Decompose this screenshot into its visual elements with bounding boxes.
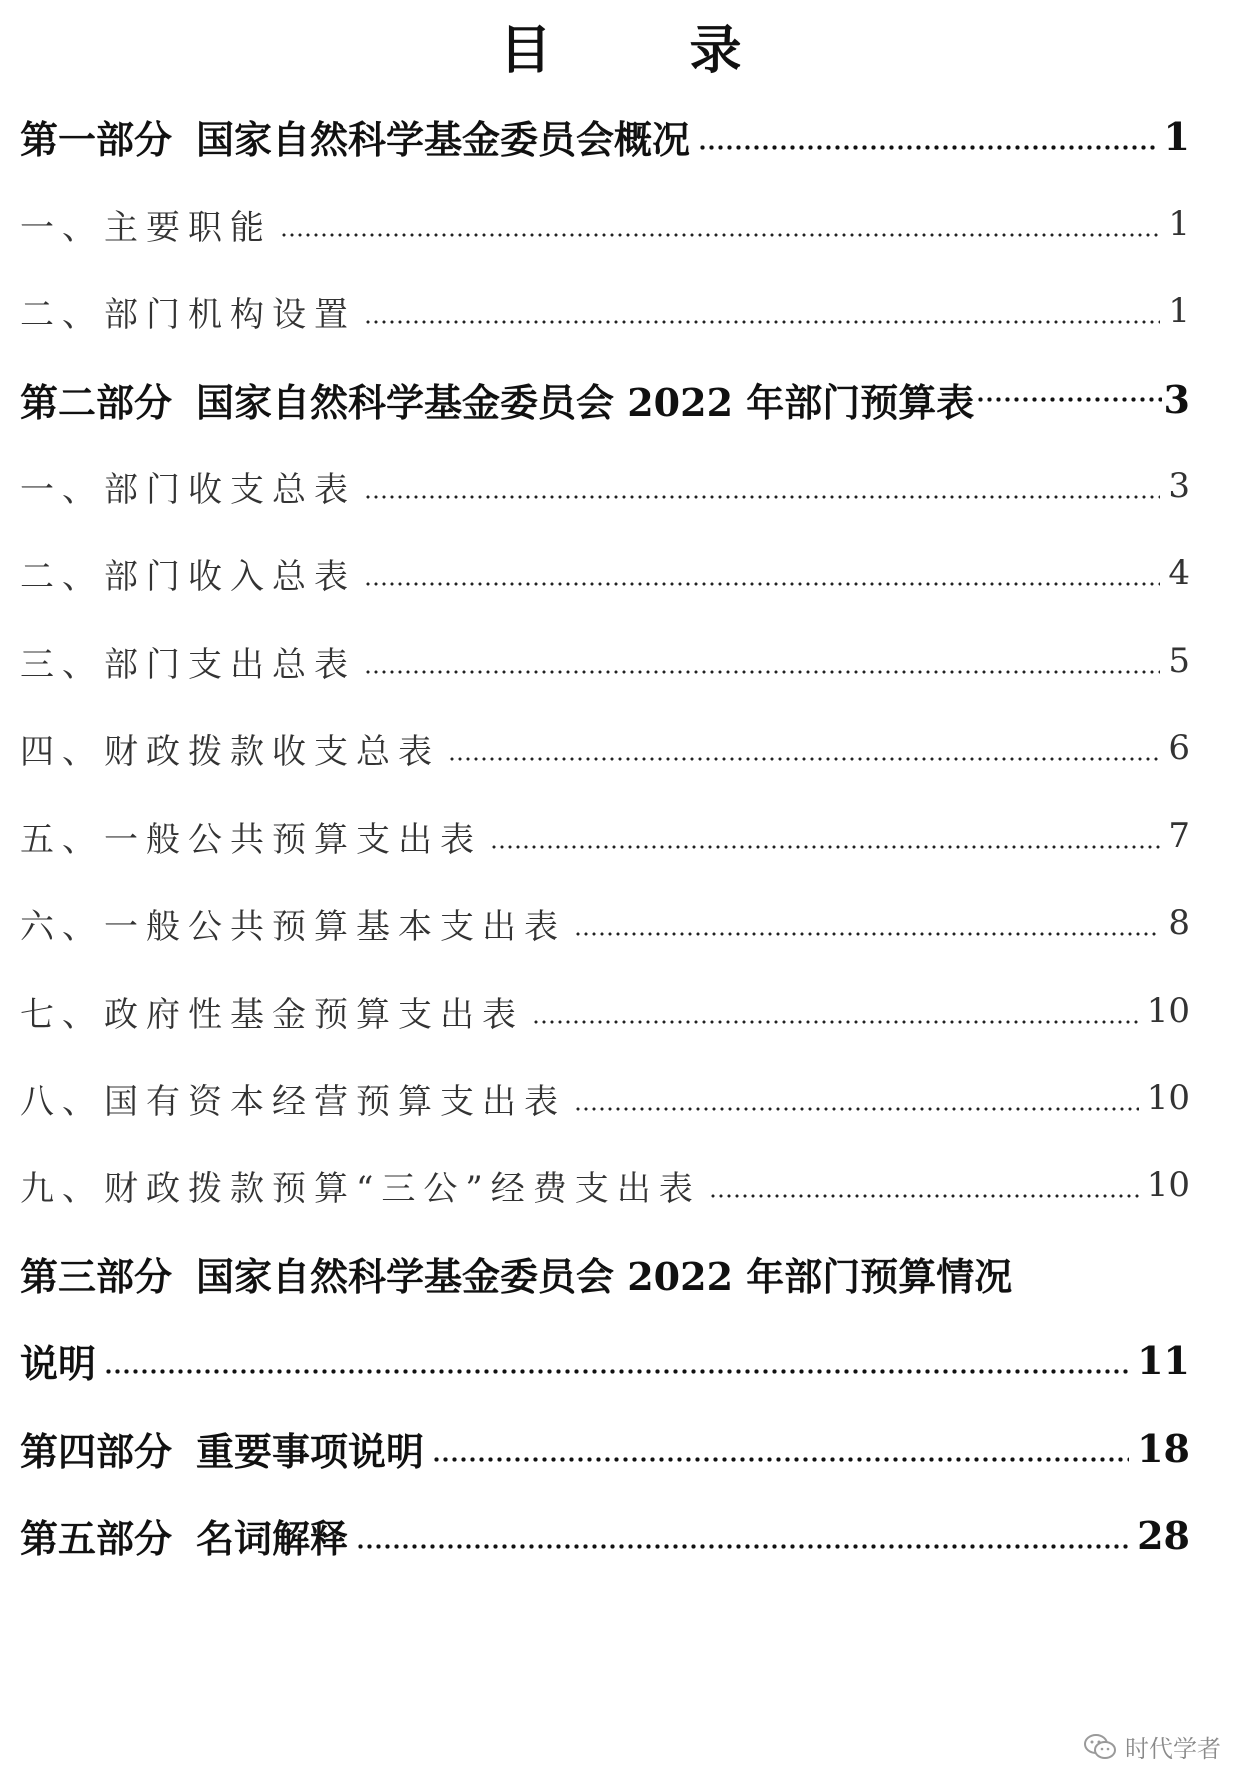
toc-page-number: 4 (1168, 553, 1190, 593)
toc-entry-label: 八、国有资本经营预算支出表 (20, 1081, 566, 1122)
toc-entry-label: 第一部分 国家自然科学基金委员会概况 (20, 116, 691, 162)
dot-leader (364, 495, 1160, 499)
dot-leader (709, 1194, 1139, 1198)
dot-leader (574, 932, 1160, 936)
dot-leader (364, 582, 1160, 586)
toc-entry-section[interactable] (20, 1155, 1190, 1215)
dot-leader (490, 845, 1160, 849)
toc-entry-label: 四、财政拨款收支总表 (20, 731, 440, 772)
toc-entry-section[interactable] (20, 1068, 1190, 1128)
toc-page-number: 10 (1146, 1165, 1190, 1205)
toc-page-number: 11 (1137, 1337, 1190, 1383)
toc-entry-section[interactable] (20, 806, 1190, 866)
dot-leader (976, 397, 1161, 402)
source-watermark (1083, 1729, 1221, 1764)
toc-page-number: 3 (1168, 466, 1190, 506)
toc-entry-label: 九、财政拨款预算“三公”经费支出表 (20, 1168, 701, 1209)
toc-page-number: 6 (1168, 728, 1190, 768)
toc-entry-label: 一、主要职能 (20, 207, 272, 248)
toc-page-number: 5 (1168, 641, 1190, 681)
toc-page-number: 1 (1168, 291, 1190, 331)
dot-leader (364, 320, 1160, 324)
toc-entry-part-2[interactable] (20, 369, 1190, 429)
toc-entry-label: 七、政府性基金预算支出表 (20, 994, 524, 1035)
toc-entry-part-1[interactable] (20, 106, 1190, 166)
toc-entry-label: 一、部门收支总表 (20, 469, 356, 510)
toc-entry-label: 第五部分 名词解释 (20, 1515, 349, 1561)
toc-page-number: 1 (1168, 204, 1190, 244)
toc-entry-label: 二、部门机构设置 (20, 294, 356, 335)
toc-page-number: 7 (1168, 816, 1190, 856)
dot-leader (574, 1107, 1139, 1111)
toc-entry-part-4[interactable] (20, 1418, 1190, 1478)
toc-entry-part-5[interactable] (20, 1505, 1190, 1565)
toc-entry-section[interactable] (20, 543, 1190, 603)
dot-leader (448, 757, 1160, 761)
dot-leader (104, 1369, 1129, 1374)
toc-entry-part-3-heading[interactable] (20, 1243, 1190, 1303)
toc-entry-part-3[interactable] (20, 1330, 1190, 1390)
toc-entry-section[interactable] (20, 981, 1190, 1041)
toc-page-number: 3 (1163, 376, 1190, 422)
toc-page-number: 18 (1137, 1425, 1190, 1471)
toc-entry-section[interactable] (20, 281, 1190, 341)
dot-leader (356, 1544, 1129, 1549)
toc-page-number: 10 (1146, 1078, 1190, 1118)
toc-entry-label: 六、一般公共预算基本支出表 (20, 906, 566, 947)
toc-page-number: 10 (1146, 991, 1190, 1031)
toc-page-number: 8 (1168, 903, 1190, 943)
toc-page-number: 1 (1163, 113, 1190, 159)
watermark-text: 时代学者 (1125, 1735, 1221, 1763)
toc-entry-label: 三、部门支出总表 (20, 644, 356, 685)
toc-entry-label: 第二部分 国家自然科学基金委员会 2022 年部门预算表 (20, 379, 975, 425)
toc-entry-section[interactable] (20, 631, 1190, 691)
dot-leader (432, 1457, 1129, 1462)
toc-entry-section[interactable] (20, 718, 1190, 778)
toc-entry-label: 第三部分 国家自然科学基金委员会 2022 年部门预算情况 (20, 1253, 1013, 1299)
toc-entry-section[interactable] (20, 194, 1190, 254)
toc-entry-section[interactable] (20, 893, 1190, 953)
toc-entry-label: 五、一般公共预算支出表 (20, 819, 482, 860)
dot-leader (364, 670, 1160, 674)
toc-page-number: 28 (1137, 1512, 1190, 1558)
dot-leader (280, 233, 1160, 237)
toc-entry-label: 二、部门收入总表 (20, 556, 356, 597)
page-title: 目 录 (499, 20, 802, 81)
wechat-icon (1083, 1733, 1117, 1761)
toc-entry-section[interactable] (20, 456, 1190, 516)
toc-entry-label: 第四部分 重要事项说明 (20, 1428, 425, 1474)
dot-leader (698, 145, 1156, 150)
dot-leader (532, 1020, 1139, 1024)
toc-entry-label: 说明 (20, 1340, 97, 1386)
